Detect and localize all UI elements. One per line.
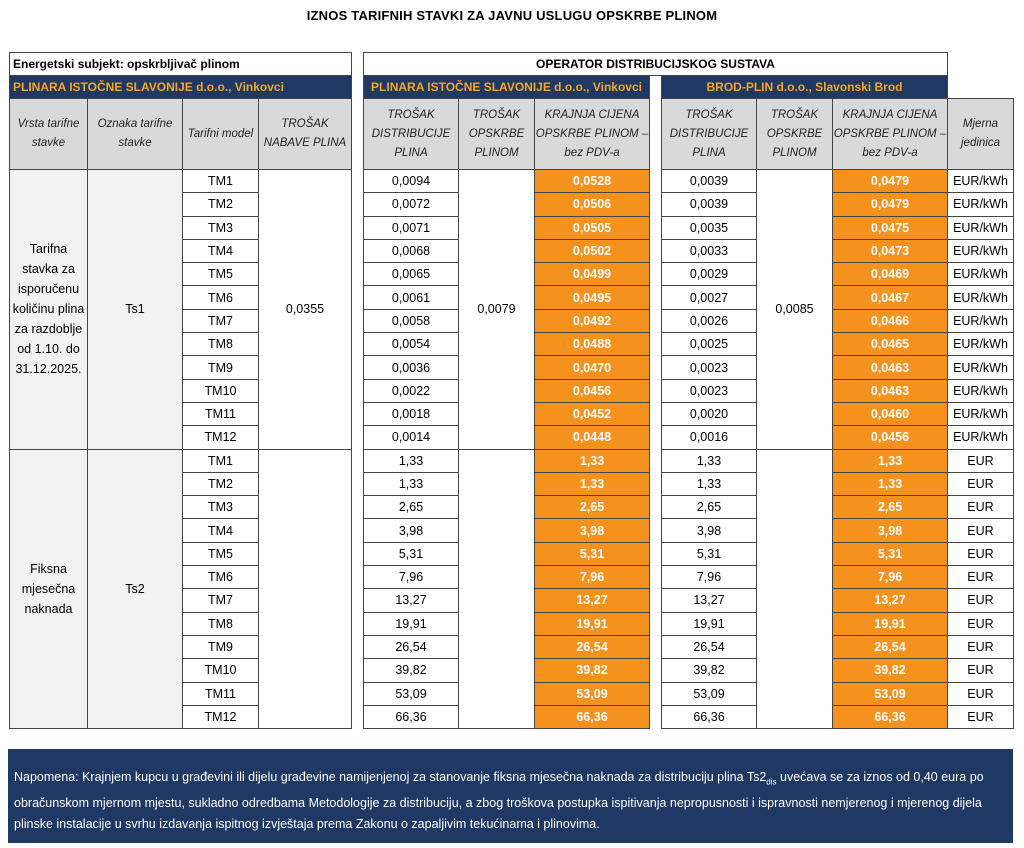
- tarifni-model-cell: TM10: [183, 379, 259, 402]
- jedinica-cell: EUR: [948, 449, 1014, 472]
- subject-label: Energetski subjekt: opskrbljivač plinom: [10, 53, 352, 76]
- krajnja1-cell: 0,0528: [535, 170, 650, 193]
- jedinica-cell: EUR: [948, 682, 1014, 705]
- krajnja2-cell: 0,0463: [833, 379, 948, 402]
- distribucija2-cell: 0,0016: [662, 426, 757, 449]
- jedinica-cell: EUR/kWh: [948, 193, 1014, 216]
- tarifni-model-cell: TM11: [183, 682, 259, 705]
- krajnja1-cell: 3,98: [535, 519, 650, 542]
- col-header-krajnja-2: KRAJNJA CIJENA OPSKRBE PLINOM – bez PDV-a: [833, 99, 948, 170]
- opskrba2-cell: 0,0085: [757, 170, 833, 450]
- krajnja1-cell: 0,0456: [535, 379, 650, 402]
- krajnja1-cell: 0,0488: [535, 333, 650, 356]
- tarifni-model-cell: TM1: [183, 449, 259, 472]
- col-header-distribucija-2: TROŠAK DISTRIBUCIJE PLINA: [662, 99, 757, 170]
- distribucija1-cell: 0,0058: [364, 309, 459, 332]
- krajnja2-cell: 0,0465: [833, 333, 948, 356]
- distribucija2-cell: 0,0025: [662, 333, 757, 356]
- distribucija2-cell: 3,98: [662, 519, 757, 542]
- tarifni-model-cell: TM3: [183, 496, 259, 519]
- tarifni-model-cell: TM6: [183, 286, 259, 309]
- oznaka-cell: Ts2: [88, 449, 183, 729]
- opskrba1-cell: [459, 449, 535, 729]
- krajnja2-cell: 0,0473: [833, 239, 948, 262]
- distribucija1-cell: 66,36: [364, 705, 459, 728]
- distribucija1-cell: 1,33: [364, 472, 459, 495]
- col-header-vrsta: Vrsta tarifne stavke: [10, 99, 88, 170]
- krajnja2-cell: 7,96: [833, 566, 948, 589]
- distribucija2-cell: 0,0039: [662, 170, 757, 193]
- footnote-text: Napomena: Krajnjem kupcu u građevini ili dijelu građevine namijenjenoj za stanovanje fiksna mjesečna naknada za distribuciju plina Ts2: [14, 770, 767, 784]
- krajnja1-cell: 19,91: [535, 612, 650, 635]
- distribucija2-cell: 1,33: [662, 449, 757, 472]
- operator1-name: PLINARA ISTOČNE SLAVONIJE d.o.o., Vinkovci: [364, 76, 650, 99]
- col-header-krajnja-1: KRAJNJA CIJENA OPSKRBE PLINOM – bez PDV-a: [535, 99, 650, 170]
- krajnja2-cell: 19,91: [833, 612, 948, 635]
- krajnja2-cell: 39,82: [833, 659, 948, 682]
- distribucija2-cell: 66,36: [662, 705, 757, 728]
- tarifni-model-cell: TM7: [183, 309, 259, 332]
- distribucija1-cell: 7,96: [364, 566, 459, 589]
- distribucija2-cell: 0,0033: [662, 239, 757, 262]
- jedinica-cell: EUR: [948, 612, 1014, 635]
- jedinica-cell: EUR: [948, 589, 1014, 612]
- distribucija1-cell: 13,27: [364, 589, 459, 612]
- distribucija1-cell: 39,82: [364, 659, 459, 682]
- krajnja2-cell: 0,0456: [833, 426, 948, 449]
- krajnja2-cell: 5,31: [833, 542, 948, 565]
- col-header-opskrba-2: TROŠAK OPSKRBE PLINOM: [757, 99, 833, 170]
- operator-label: OPERATOR DISTRIBUCIJSKOG SUSTAVA: [364, 53, 948, 76]
- vrsta-cell: Fiksna mjesečna naknada: [10, 449, 88, 729]
- tarifni-model-cell: TM11: [183, 402, 259, 425]
- krajnja2-cell: 1,33: [833, 449, 948, 472]
- jedinica-cell: EUR: [948, 542, 1014, 565]
- krajnja2-cell: 0,0460: [833, 402, 948, 425]
- krajnja1-cell: 0,0505: [535, 216, 650, 239]
- krajnja2-cell: 0,0463: [833, 356, 948, 379]
- tarifni-model-cell: TM3: [183, 216, 259, 239]
- distribucija2-cell: 39,82: [662, 659, 757, 682]
- krajnja1-cell: 1,33: [535, 472, 650, 495]
- distribucija2-cell: 0,0020: [662, 402, 757, 425]
- distribucija1-cell: 53,09: [364, 682, 459, 705]
- jedinica-cell: EUR: [948, 472, 1014, 495]
- distribucija1-cell: 0,0014: [364, 426, 459, 449]
- jedinica-cell: EUR/kWh: [948, 402, 1014, 425]
- krajnja1-cell: 0,0506: [535, 193, 650, 216]
- distribucija1-cell: 3,98: [364, 519, 459, 542]
- distribucija1-cell: 0,0054: [364, 333, 459, 356]
- jedinica-cell: EUR/kWh: [948, 286, 1014, 309]
- distribucija2-cell: 19,91: [662, 612, 757, 635]
- krajnja2-cell: 0,0466: [833, 309, 948, 332]
- col-header-model: Tarifni model: [183, 99, 259, 170]
- distribucija2-cell: 0,0026: [662, 309, 757, 332]
- distribucija2-cell: 0,0023: [662, 379, 757, 402]
- distribucija2-cell: 0,0039: [662, 193, 757, 216]
- distribucija1-cell: 0,0018: [364, 402, 459, 425]
- opskrba1-cell: 0,0079: [459, 170, 535, 450]
- tarifni-model-cell: TM9: [183, 356, 259, 379]
- krajnja1-cell: 0,0502: [535, 239, 650, 262]
- krajnja1-cell: 0,0470: [535, 356, 650, 379]
- supplier-name: PLINARA ISTOČNE SLAVONIJE d.o.o., Vinkovci: [10, 76, 352, 99]
- distribucija2-cell: 26,54: [662, 635, 757, 658]
- col-header-distribucija-1: TROŠAK DISTRIBUCIJE PLINA: [364, 99, 459, 170]
- tarifni-model-cell: TM1: [183, 170, 259, 193]
- tariff-table: [9, 52, 1014, 729]
- krajnja2-cell: 0,0467: [833, 286, 948, 309]
- col-header-oznaka: Oznaka tarifne stavke: [88, 99, 183, 170]
- distribucija1-cell: 5,31: [364, 542, 459, 565]
- distribucija2-cell: 0,0029: [662, 263, 757, 286]
- jedinica-cell: EUR: [948, 519, 1014, 542]
- krajnja2-cell: 0,0479: [833, 170, 948, 193]
- tarifni-model-cell: TM2: [183, 472, 259, 495]
- krajnja1-cell: 0,0452: [535, 402, 650, 425]
- krajnja2-cell: 13,27: [833, 589, 948, 612]
- distribucija2-cell: 13,27: [662, 589, 757, 612]
- jedinica-cell: EUR/kWh: [948, 263, 1014, 286]
- krajnja1-cell: 2,65: [535, 496, 650, 519]
- krajnja1-cell: 13,27: [535, 589, 650, 612]
- jedinica-cell: EUR/kWh: [948, 333, 1014, 356]
- tarifni-model-cell: TM4: [183, 519, 259, 542]
- jedinica-cell: EUR/kWh: [948, 426, 1014, 449]
- distribucija1-cell: 0,0071: [364, 216, 459, 239]
- tarifni-model-cell: TM8: [183, 612, 259, 635]
- krajnja2-cell: 1,33: [833, 472, 948, 495]
- krajnja2-cell: 53,09: [833, 682, 948, 705]
- opskrba2-cell: [757, 449, 833, 729]
- krajnja1-cell: 0,0495: [535, 286, 650, 309]
- krajnja2-cell: 66,36: [833, 705, 948, 728]
- jedinica-cell: EUR/kWh: [948, 309, 1014, 332]
- distribucija1-cell: 0,0065: [364, 263, 459, 286]
- krajnja1-cell: 39,82: [535, 659, 650, 682]
- distribucija2-cell: 53,09: [662, 682, 757, 705]
- krajnja1-cell: 26,54: [535, 635, 650, 658]
- krajnja1-cell: 1,33: [535, 449, 650, 472]
- operator2-name: BROD-PLIN d.o.o., Slavonski Brod: [662, 76, 948, 99]
- krajnja2-cell: 2,65: [833, 496, 948, 519]
- tarifni-model-cell: TM12: [183, 426, 259, 449]
- footnote-subscript: dis: [766, 777, 777, 787]
- krajnja2-cell: 0,0475: [833, 216, 948, 239]
- table-row: [10, 170, 1014, 193]
- krajnja2-cell: 3,98: [833, 519, 948, 542]
- tarifni-model-cell: TM2: [183, 193, 259, 216]
- distribucija1-cell: 19,91: [364, 612, 459, 635]
- tarifni-model-cell: TM6: [183, 566, 259, 589]
- tarifni-model-cell: TM7: [183, 589, 259, 612]
- tarifni-model-cell: TM10: [183, 659, 259, 682]
- krajnja1-cell: 66,36: [535, 705, 650, 728]
- distribucija2-cell: 0,0027: [662, 286, 757, 309]
- col-header-opskrba-1: TROŠAK OPSKRBE PLINOM: [459, 99, 535, 170]
- jedinica-cell: EUR/kWh: [948, 170, 1014, 193]
- distribucija1-cell: 0,0072: [364, 193, 459, 216]
- table-row: [10, 449, 1014, 472]
- krajnja2-cell: 0,0469: [833, 263, 948, 286]
- distribucija1-cell: 0,0094: [364, 170, 459, 193]
- oznaka-cell: Ts1: [88, 170, 183, 450]
- distribucija2-cell: 0,0023: [662, 356, 757, 379]
- jedinica-cell: EUR: [948, 496, 1014, 519]
- jedinica-cell: EUR/kWh: [948, 239, 1014, 262]
- tarifni-model-cell: TM8: [183, 333, 259, 356]
- distribucija1-cell: 26,54: [364, 635, 459, 658]
- nabava-cell: [259, 449, 352, 729]
- distribucija1-cell: 0,0036: [364, 356, 459, 379]
- jedinica-cell: EUR/kWh: [948, 379, 1014, 402]
- krajnja1-cell: 0,0492: [535, 309, 650, 332]
- jedinica-cell: EUR: [948, 566, 1014, 589]
- distribucija2-cell: 5,31: [662, 542, 757, 565]
- tarifni-model-cell: TM5: [183, 542, 259, 565]
- krajnja1-cell: 53,09: [535, 682, 650, 705]
- krajnja1-cell: 0,0499: [535, 263, 650, 286]
- distribucija2-cell: 1,33: [662, 472, 757, 495]
- jedinica-cell: EUR: [948, 705, 1014, 728]
- col-header-nabava: TROŠAK NABAVE PLINA: [259, 99, 352, 170]
- distribucija1-cell: 2,65: [364, 496, 459, 519]
- col-header-jedinica: Mjerna jedinica: [948, 99, 1014, 170]
- distribucija1-cell: 0,0022: [364, 379, 459, 402]
- distribucija2-cell: 7,96: [662, 566, 757, 589]
- tarifni-model-cell: TM12: [183, 705, 259, 728]
- footnote: [8, 749, 1013, 843]
- krajnja1-cell: 7,96: [535, 566, 650, 589]
- nabava-cell: 0,0355: [259, 170, 352, 450]
- krajnja1-cell: 0,0448: [535, 426, 650, 449]
- tarifni-model-cell: TM4: [183, 239, 259, 262]
- distribucija1-cell: 1,33: [364, 449, 459, 472]
- distribucija1-cell: 0,0068: [364, 239, 459, 262]
- jedinica-cell: EUR/kWh: [948, 216, 1014, 239]
- page-title: IZNOS TARIFNIH STAVKI ZA JAVNU USLUGU OPSKRBE PLINOM: [306, 8, 718, 23]
- tarifni-model-cell: TM5: [183, 263, 259, 286]
- krajnja2-cell: 0,0479: [833, 193, 948, 216]
- jedinica-cell: EUR: [948, 659, 1014, 682]
- krajnja1-cell: 5,31: [535, 542, 650, 565]
- tarifni-model-cell: TM9: [183, 635, 259, 658]
- krajnja2-cell: 26,54: [833, 635, 948, 658]
- footnote-text-cont: uvećava se za iznos od 0,40 eura po obračunskom mjernom mjestu, sukladno odredbama Metodologije za distribuciju, a zbog troškova postupka ispitivanja nepropusnosti i ispravnosti nemjerenog i mjerenog dijela plinske instalacije u svrhu izdavanja ispitnog izvještaja prema Zakonu o zapaljivim tekućinama i plinovima.: [14, 770, 984, 831]
- distribucija2-cell: 0,0035: [662, 216, 757, 239]
- distribucija2-cell: 2,65: [662, 496, 757, 519]
- vrsta-cell: Tarifna stavka za isporučenu količinu plina za razdoblje od 1.10. do 31.12.2025.: [10, 170, 88, 450]
- jedinica-cell: EUR/kWh: [948, 356, 1014, 379]
- distribucija1-cell: 0,0061: [364, 286, 459, 309]
- jedinica-cell: EUR: [948, 635, 1014, 658]
